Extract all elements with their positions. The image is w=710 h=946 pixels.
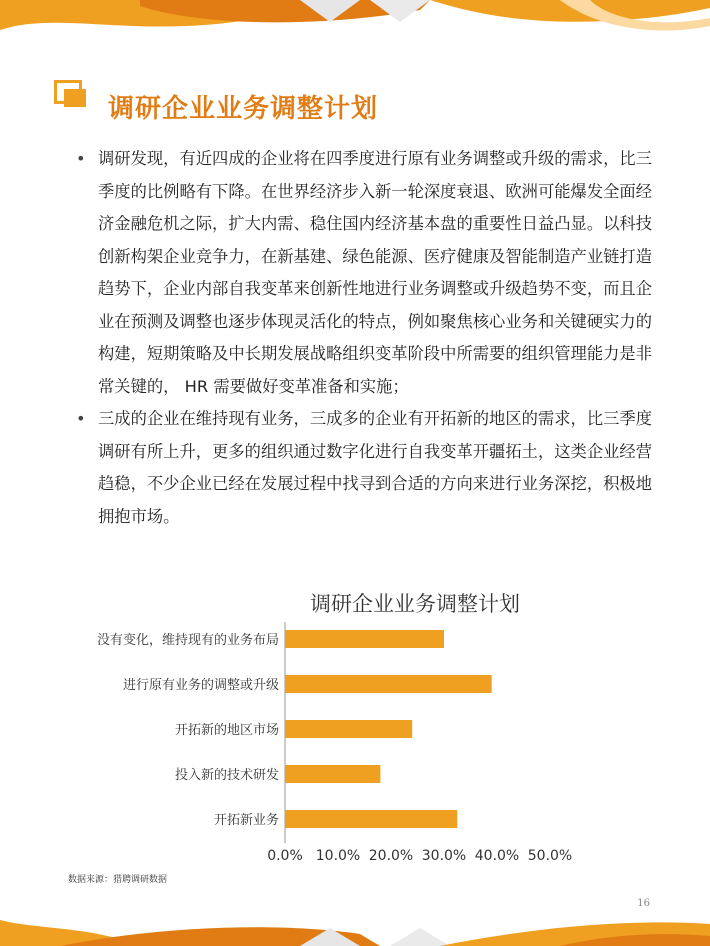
title-icon-filled-square [64, 89, 86, 107]
bar-chart [0, 620, 710, 870]
bar [285, 720, 412, 738]
category-label: 开拓新的地区市场 [174, 723, 279, 738]
data-source-note: 数据来源：猎聘调研数据 [68, 875, 168, 885]
chart-title: 调研企业业务调整计划 [310, 592, 520, 616]
x-tick-label: 30.0% [421, 848, 467, 864]
category-label: 开拓新业务 [213, 813, 279, 828]
top-banner-decoration [0, 0, 710, 40]
section-title-icon [54, 80, 90, 112]
bottom-banner-decoration [0, 906, 710, 946]
bullet-item [72, 403, 652, 533]
bar [285, 810, 457, 828]
x-tick-label: 40.0% [474, 848, 520, 864]
bullet-dot: • [76, 149, 86, 168]
bullet-text: 三成的企业在维持现有业务，三成多的企业有开拓新的地区的需求，比三季度调研有所上升，更多的组织通过数字化进行自我变革开疆拓土，这类企业经营趋稳，不少企业已经在发展过程中找寻到合适的方向来进行业务深挖，积极地拥抱市场。 [98, 409, 652, 526]
category-label: 没有变化，维持现有的业务布局 [96, 633, 279, 648]
x-tick-label: 0.0% [267, 848, 303, 864]
bar [285, 630, 444, 648]
page-number: 16 [637, 898, 650, 909]
bar [285, 765, 380, 783]
bullet-item [72, 143, 652, 403]
bar [285, 675, 492, 693]
category-label: 投入新的技术研发 [174, 768, 279, 783]
section-title: 调研企业业务调整计划 [108, 94, 379, 124]
bullet-text: 调研发现，有近四成的企业将在四季度进行原有业务调整或升级的需求，比三季度的比例略有下降。在世界经济步入新一轮深度衰退、欧洲可能爆发全面经济金融危机之际，扩大内需、稳住国内经济基本盘的重要性日益凸显。以科技创新构架企业竞争力，在新基建、绿色能源、医疗健康及智能制造产业链打造趋势下，企业内部自我变革来创新性地进行业务调整或升级趋势不变，而且企业在预测及调整也逐步体现灵活化的特点，例如聚焦核心业务和关键硬实力的构建，短期策略及中长期发展战略组织变革阶段中所需要的组织管理能力是非常关键的， HR 需要做好变革准备和实施； [98, 149, 652, 396]
x-tick-label: 10.0% [315, 848, 361, 864]
bullet-list [72, 143, 652, 533]
x-tick-label: 20.0% [368, 848, 414, 864]
category-label: 进行原有业务的调整或升级 [122, 678, 279, 693]
x-tick-label: 50.0% [527, 848, 573, 864]
bullet-dot: • [76, 409, 86, 428]
